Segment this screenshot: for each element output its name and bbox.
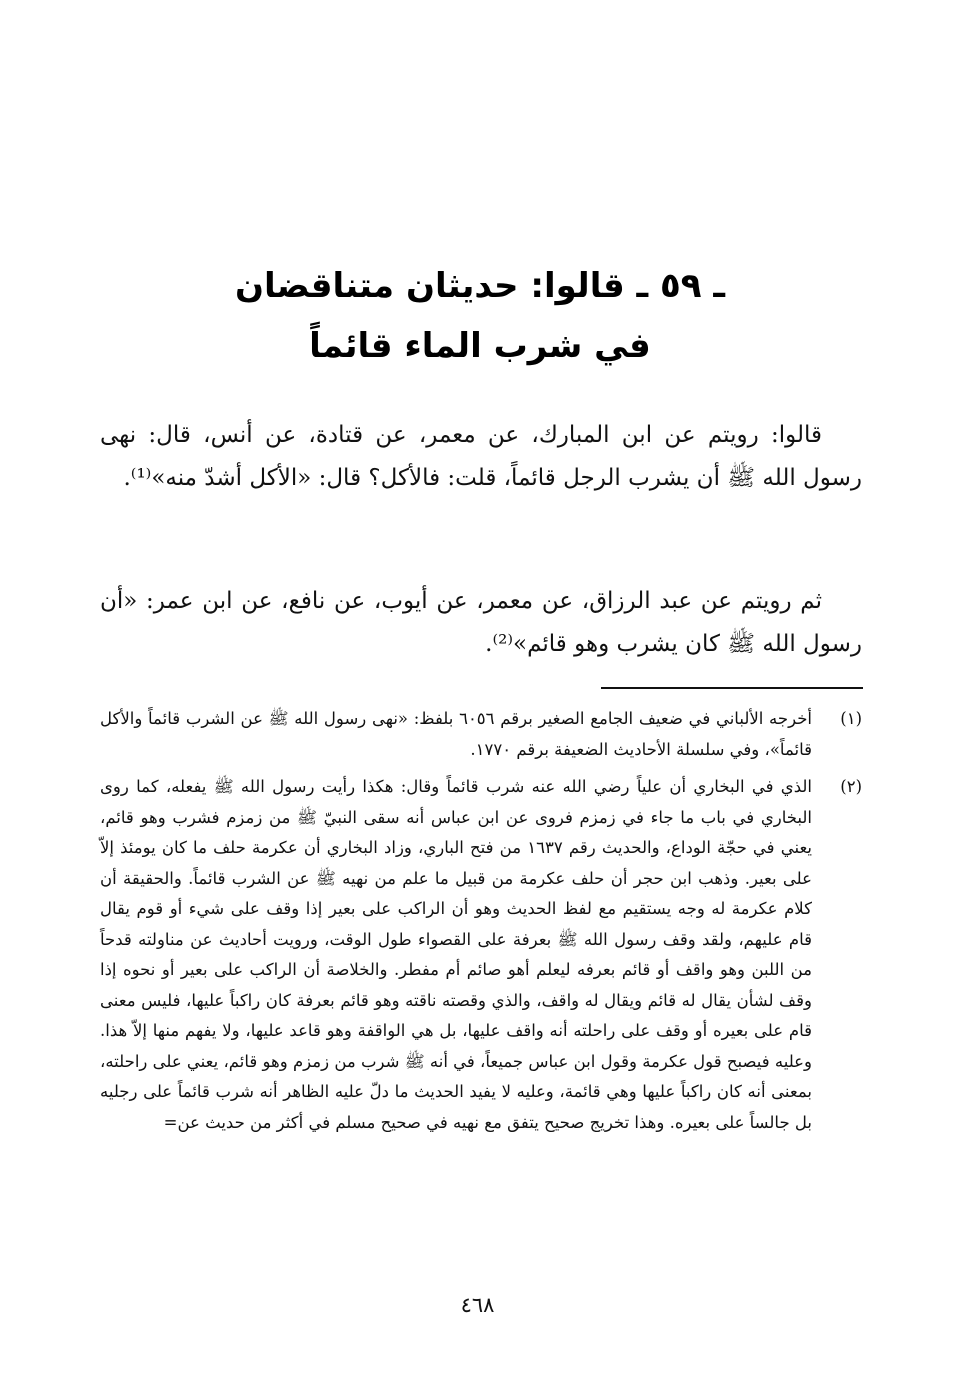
footnote-1-number: (١) — [840, 709, 862, 728]
footnote-2-number: (٢) — [840, 777, 862, 796]
footnote-1-text: أخرجه الألباني في ضعيف الجامع الصغير برقم ٦٠٥٦ بلفظ: «نهى رسول الله ﷺ عن الشرب قائماً والأكل قائماً»، وفي سلسلة الأحاديث الضعيفة برقم ١٧٧٠. — [100, 709, 812, 759]
chapter-heading-line-1: ـ ٥٩ ـ قالوا: حديثان متناقضان — [234, 266, 726, 306]
body-paragraph-1-text: قالوا: رويتم عن ابن المبارك، عن معمر، عن قتادة، عن أنس، قال: نهى رسول الله ﷺ أن يشرب الرجل قائماً، قلت: فالأكل؟ قال: «الأكل أشدّ منه»⁽¹⁾. — [100, 422, 862, 491]
footnote-2-text: الذي في البخاري أن علياً رضي الله عنه شرب قائماً وقال: هكذا رأيت رسول الله ﷺ يفعله، كما روى البخاري في باب ما جاء في زمزم فروى عن ابن عباس أنه سقى النبيّ ﷺ من زمزم فشرب وهو قائم، يعني في حجّة الوداع، والحديث رقم ١٦٣٧ من فتح الباري، وزاد البخاري أن عكرمة حلف ما كان يومئذ إلاّ على بعير. وذهب ابن حجر أن حلف عكرمة من قبيل ما علم من نهيه ﷺ عن الشرب قائماً. والحقيقة أن كلام عكرمة له وجه يستقيم مع لفظ الحديث وهو أن الراكب على بعير إذا وقف على شيء أو قوم يقال قام عليهم، ولقد وقف رسول الله ﷺ بعرفة على القصواء طول الوقت، ورويت أحاديث عن مناولته قدحاً من اللبن وهو واقف أو قائم بعرفه ليعلم أهو صائم أم مفطر. والخلاصة أن الراكب على بعير أو نحوه إذا وقف لشأن يقال له قائم ويقال له واقف، والذي وقصته ناقته وهو قائم بعرفة كان راكباً عليها، فليس معنى قام على بعيره أو وقف على راحلته أنه واقف عليها، بل هي الواقفة وهو قاعد عليها، ولا يفهم منها إلاّ هذا. وعليه فيصبح قول عكرمة وقول ابن عباس جميعاً، في أنه ﷺ شرب من زمزم وهو قائم، يعني على راحلته، بمعنى أنه كان راكباً عليها وهي قائمة، وعليه لا يفيد الحديث ما دلّ عليه الظاهر أنه شرب قائماً على رجليه بل جالساً على بعيره. وهذا تخريج صحيح يتفق مع نهيه في صحيح مسلم في أكثر من حديث عن= — [100, 777, 813, 1132]
body-paragraph-2-text: ثم رويتم عن عبد الرزاق، عن معمر، عن أيوب، عن نافع، عن ابن عمر: «أن رسول الله ﷺ كان يشرب وهو قائم»⁽²⁾. — [100, 588, 862, 657]
body-paragraph-2 — [100, 580, 862, 666]
footnote-separator — [601, 687, 863, 689]
footnote-2 — [100, 772, 862, 1138]
body-paragraph-1 — [100, 414, 862, 500]
page-number: ٤٦٨ — [460, 1293, 495, 1317]
chapter-heading-line-2: في شرب الماء قائماً — [309, 326, 651, 366]
footnote-1 — [100, 704, 862, 765]
